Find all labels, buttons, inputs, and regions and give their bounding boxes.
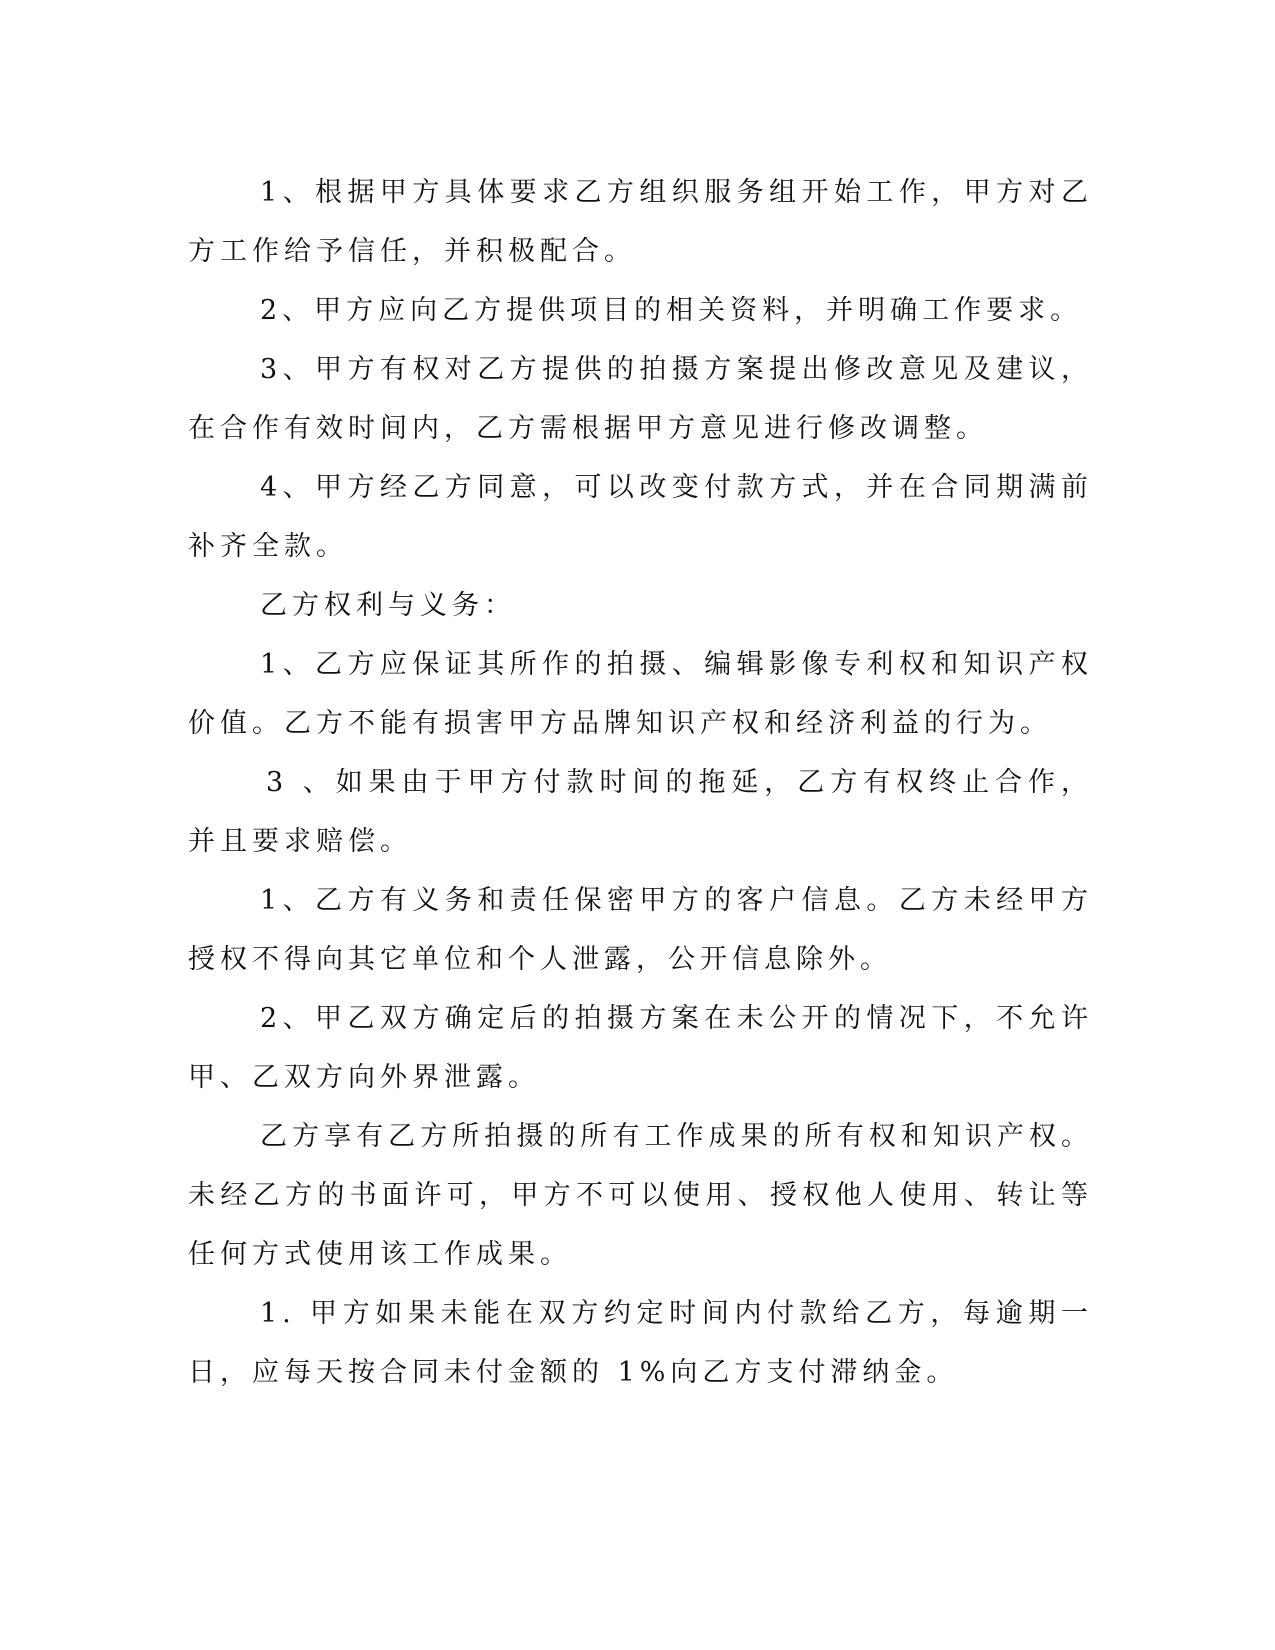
paragraph-ownership: 乙方享有乙方所拍摄的所有工作成果的所有权和知识产权。未经乙方的书面许可，甲方不可以使用、授权他人使用、转让等任何方式使用该工作成果。: [188, 1121, 1093, 1270]
paragraph-late-payment: 1. 甲方如果未能在双方约定时间内付款给乙方，每逾期一日，应每天按合同未付金额的 1%向乙方支付滞纳金。: [188, 1298, 1093, 1388]
paragraph-party-b-item-1: 1、乙方应保证其所作的拍摄、编辑影像专利权和知识产权价值。乙方不能有损害甲方品牌知识产权和经济利益的行为。: [188, 649, 1093, 739]
paragraph-party-a-item-1: 1、根据甲方具体要求乙方组织服务组开始工作，甲方对乙方工作给予信任，并积极配合。: [188, 177, 1093, 267]
document-body: [188, 163, 1093, 1402]
paragraph-party-a-item-3: 3、甲方有权对乙方提供的拍摄方案提出修改意见及建议，在合作有效时间内，乙方需根据甲方意见进行修改调整。: [188, 354, 1093, 444]
paragraph-party-a-item-4: 4、甲方经乙方同意，可以改变付款方式，并在合同期满前补齐全款。: [188, 472, 1093, 562]
paragraph-confidentiality-item-1: 1、乙方有义务和责任保密甲方的客户信息。乙方未经甲方授权不得向其它单位和个人泄露，公开信息除外。: [188, 885, 1093, 975]
paragraph-party-b-item-3: 3 、如果由于甲方付款时间的拖延，乙方有权终止合作，并且要求赔偿。: [188, 767, 1093, 857]
section-heading-party-b-rights: 乙方权利与义务：: [260, 590, 516, 621]
paragraph-confidentiality-item-2: 2、甲乙双方确定后的拍摄方案在未公开的情况下，不允许甲、乙双方向外界泄露。: [188, 1003, 1093, 1093]
paragraph-party-a-item-2: 2、甲方应向乙方提供项目的相关资料，并明确工作要求。: [260, 295, 1083, 326]
